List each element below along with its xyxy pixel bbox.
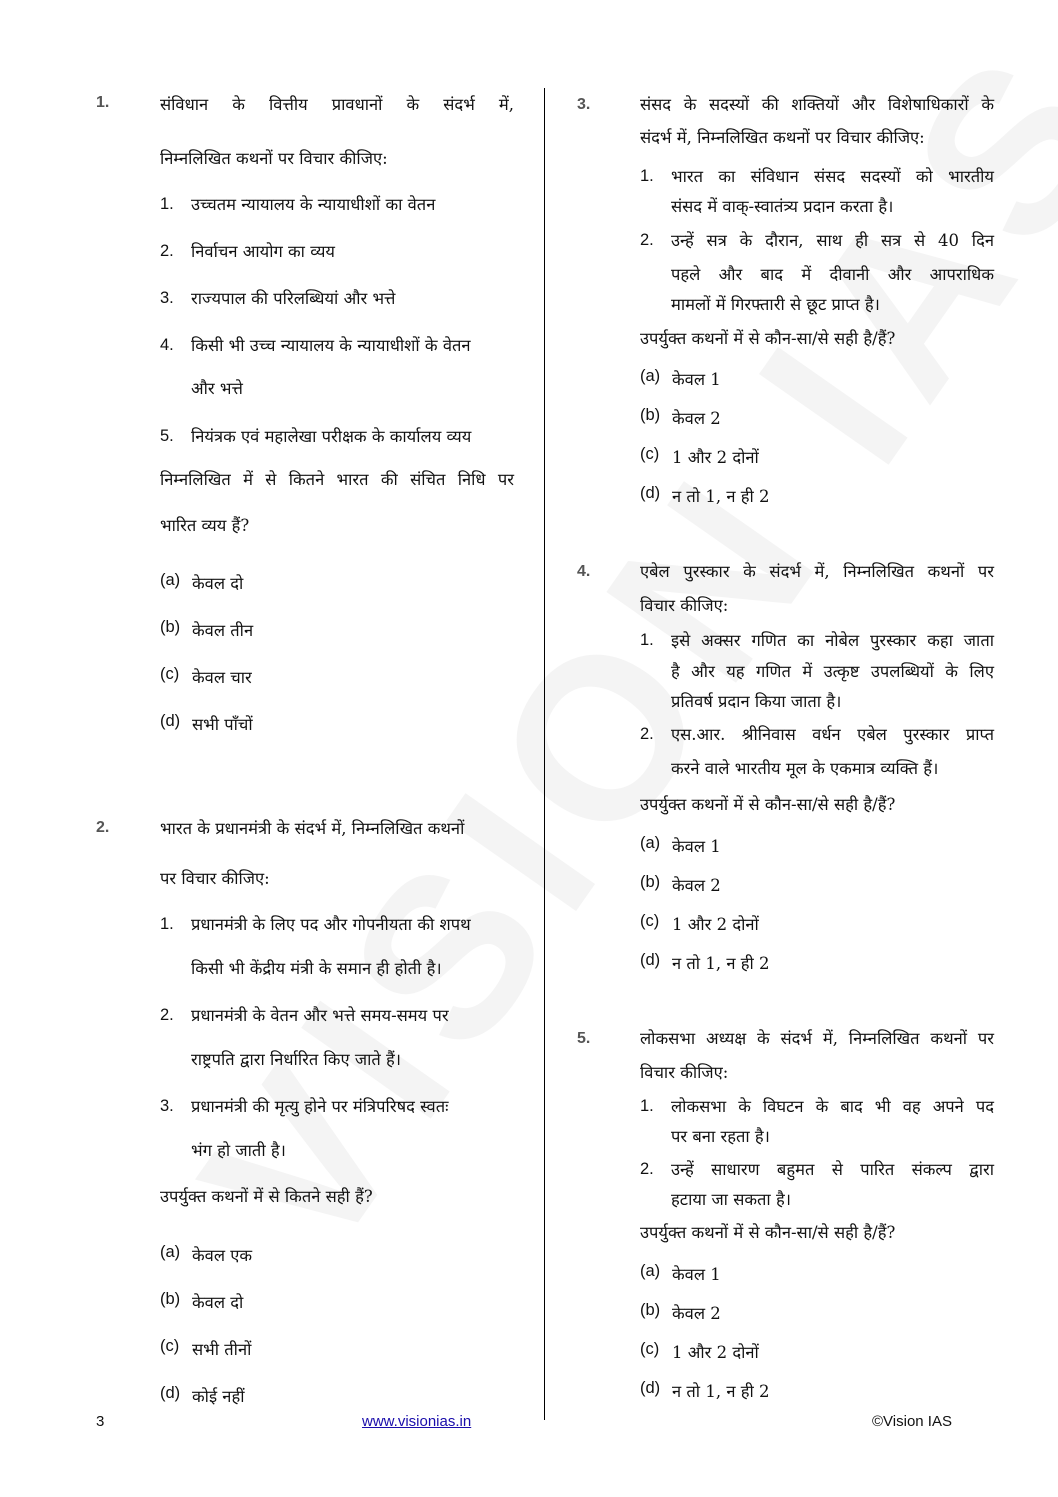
copyright-text: ©Vision IAS <box>872 1413 952 1430</box>
question-number: 1. <box>96 94 110 111</box>
question-number: 5. <box>577 1030 591 1047</box>
page-number: 3 <box>96 1413 105 1430</box>
question-prompt: निम्नलिखित में से कितने भारत की संचित निधि पर <box>160 470 514 489</box>
question-prompt: भारित व्यय हैं? <box>160 516 250 535</box>
question-number: 2. <box>96 819 110 836</box>
question-stem: संविधान के वित्तीय प्रावधानों के संदर्भ में, <box>160 95 514 114</box>
question-stem: एबेल पुरस्कार के संदर्भ में, निम्नलिखित कथनों पर <box>640 562 994 581</box>
website-link[interactable]: www.visionias.in <box>362 1413 472 1430</box>
question-stem: संदर्भ में, निम्नलिखित कथनों पर विचार कीजिए: <box>640 128 925 147</box>
column-divider <box>544 88 545 1420</box>
question-prompt: उपर्युक्त कथनों में से कौन-सा/से सही है/हैं? <box>640 329 896 348</box>
question-stem: निम्नलिखित कथनों पर विचार कीजिए: <box>160 149 388 168</box>
question-prompt: उपर्युक्त कथनों में से कितने सही हैं? <box>160 1187 373 1206</box>
question-prompt: उपर्युक्त कथनों में से कौन-सा/से सही है/हैं? <box>640 795 896 814</box>
question-prompt: उपर्युक्त कथनों में से कौन-सा/से सही है/हैं? <box>640 1223 896 1242</box>
question-stem: संसद के सदस्यों की शक्तियों और विशेषाधिकारों के <box>640 95 994 114</box>
question-stem: भारत के प्रधानमंत्री के संदर्भ में, निम्नलिखित कथनों <box>160 819 465 838</box>
question-stem: विचार कीजिए: <box>640 1063 729 1082</box>
question-number: 4. <box>577 563 591 580</box>
question-number: 3. <box>577 96 591 113</box>
question-stem: लोकसभा अध्यक्ष के संदर्भ में, निम्नलिखित कथनों पर <box>640 1029 994 1048</box>
question-stem: पर विचार कीजिए: <box>160 869 270 888</box>
question-stem: विचार कीजिए: <box>640 596 729 615</box>
